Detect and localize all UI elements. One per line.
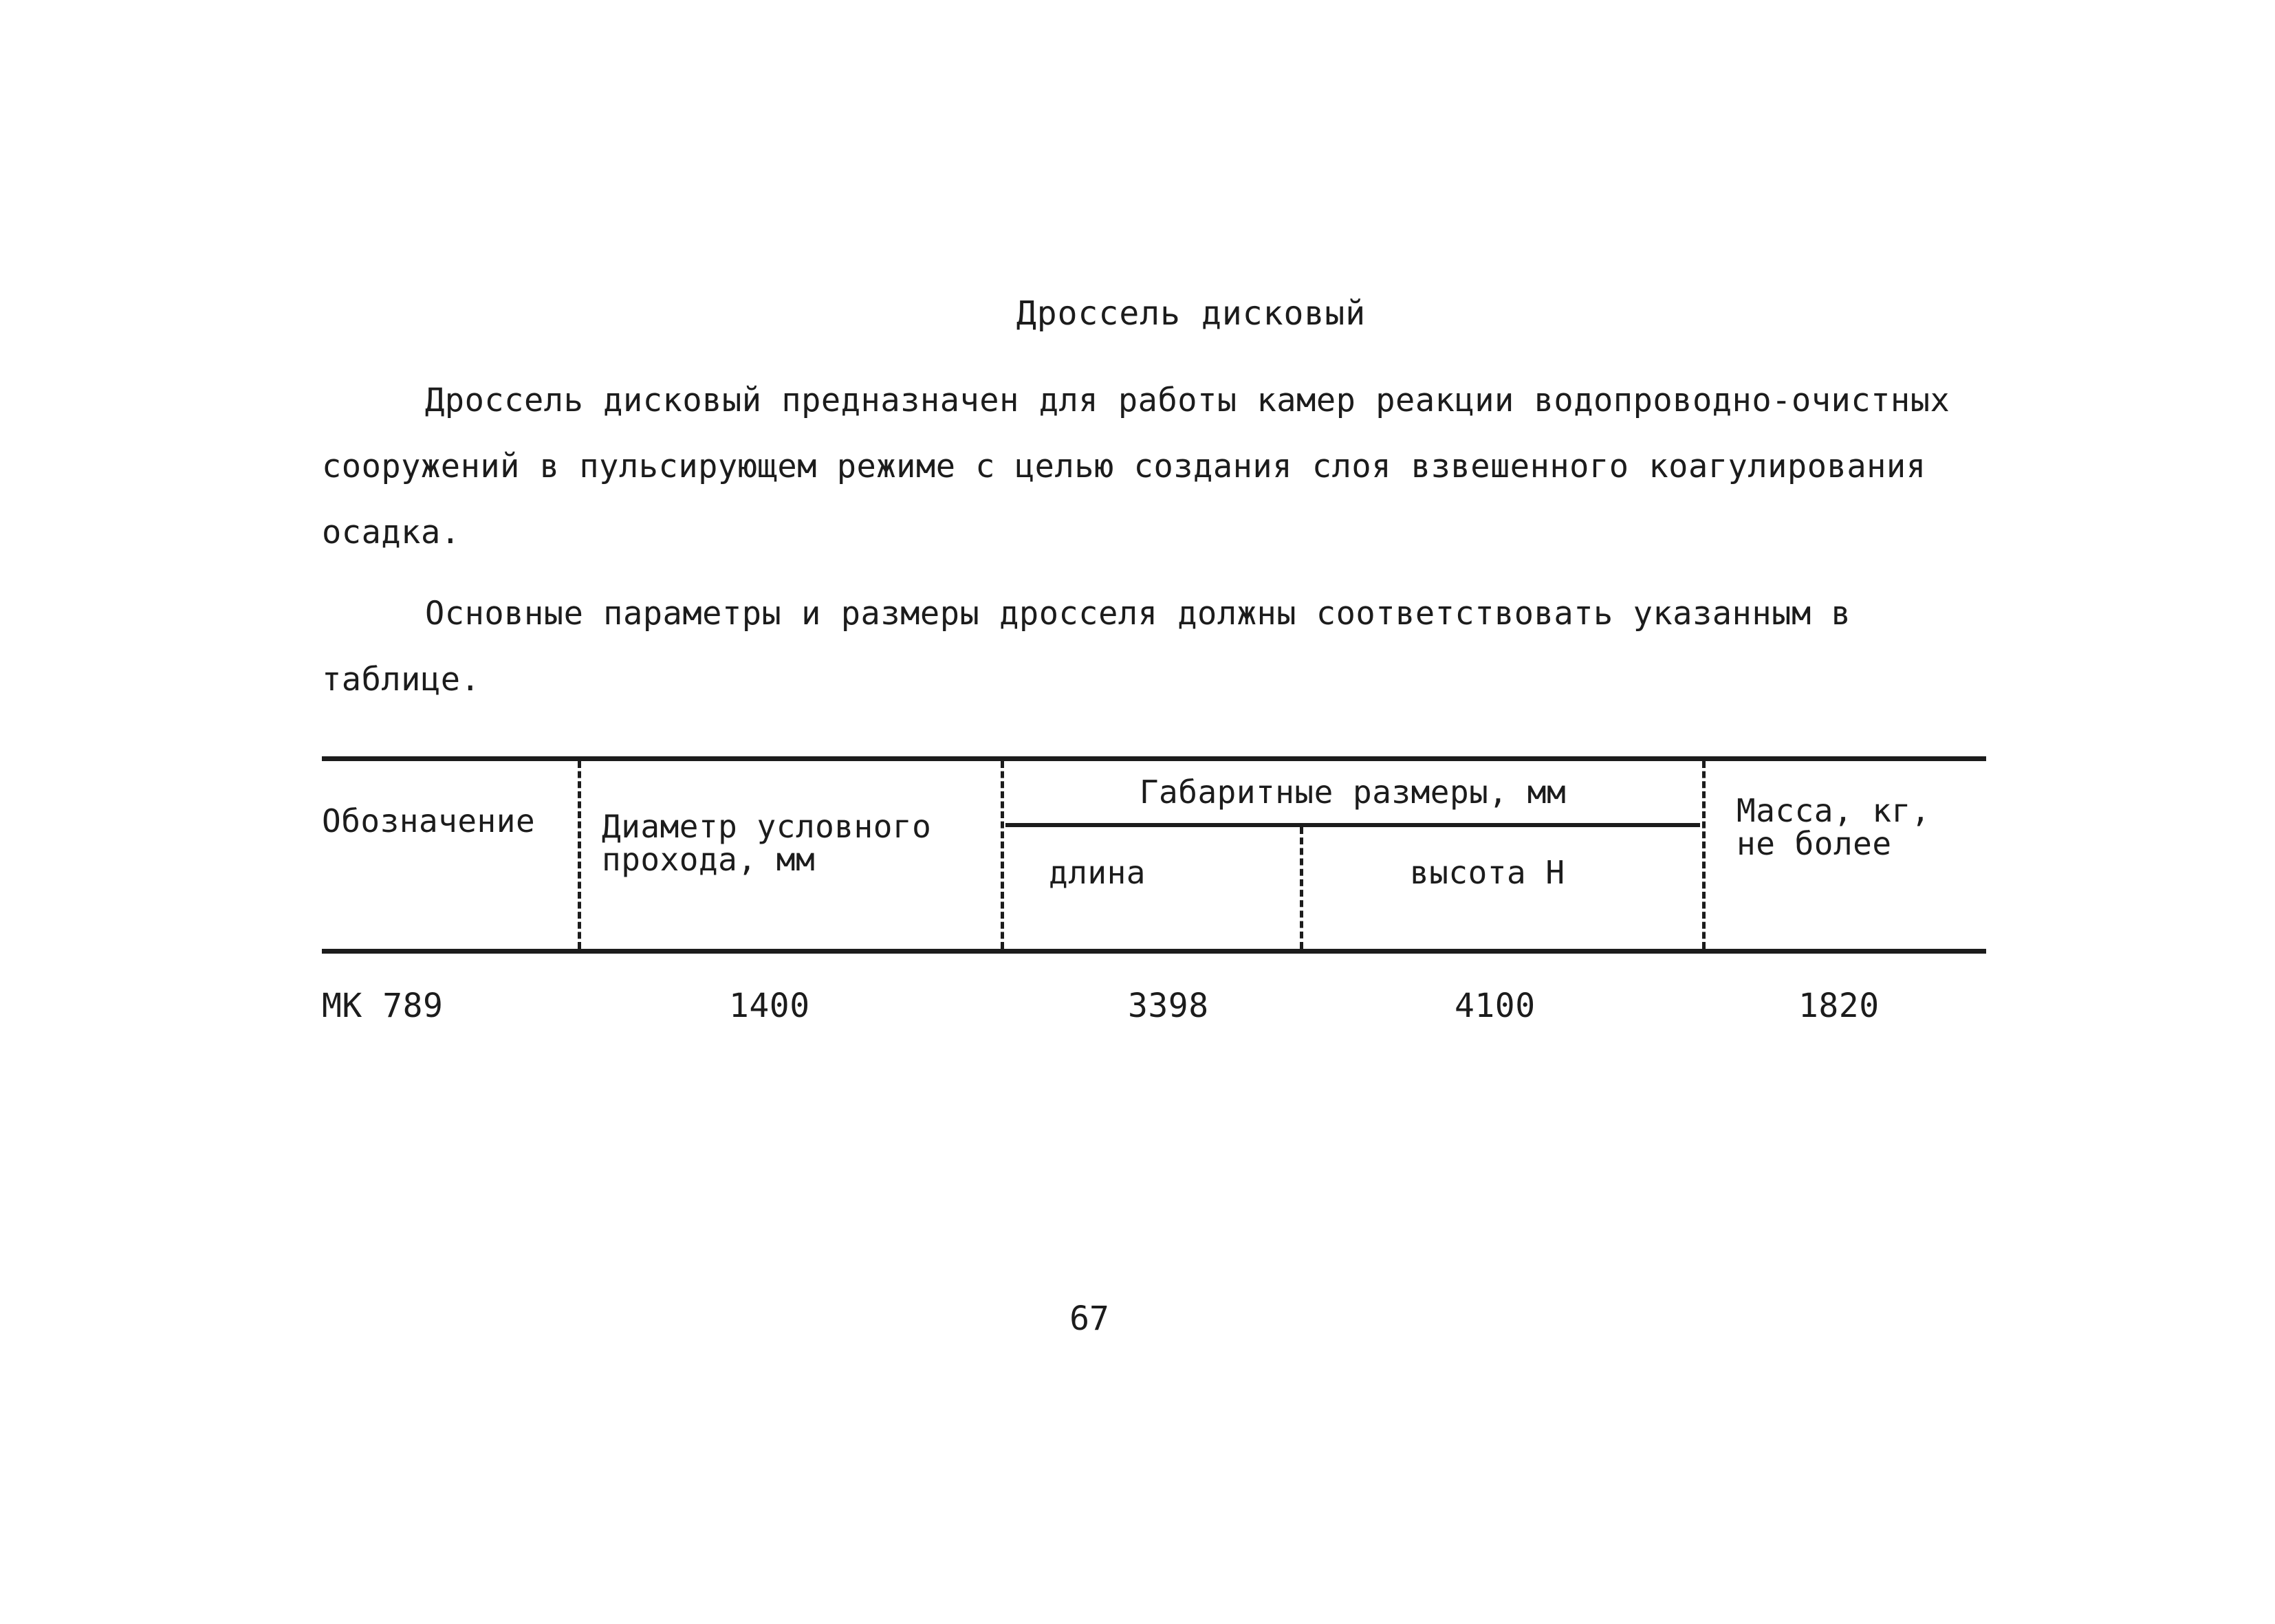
table-top-rule (322, 756, 1986, 761)
paragraph-parameters (322, 581, 1986, 713)
page-number: 67 (1069, 1299, 1109, 1338)
header-length: длина (1049, 854, 1146, 891)
cell-length: 3398 (1128, 987, 1209, 1025)
paragraph-purpose-text: Дроссель дисковый предназначен для работы камер реакции водопроводно-очистных сооружений в пульсирующем режиме с целью создания слоя взвешенного коагулирования осадка. (322, 382, 1950, 551)
cell-designation: МК 789 (322, 987, 444, 1025)
table-column-separator (1300, 827, 1303, 949)
cell-diameter: 1400 (729, 987, 810, 1025)
paragraph-purpose (322, 368, 1986, 566)
header-mass: Масса, кг, не более (1737, 792, 1930, 862)
header-height: высота Н (1410, 854, 1565, 891)
table-header-bottom-rule (322, 949, 1986, 954)
document-title: Дроссель дисковый (1016, 294, 1367, 333)
table-column-separator (1702, 761, 1706, 949)
header-diameter: Диаметр условного прохода, мм (602, 808, 932, 878)
table-column-separator (578, 761, 581, 949)
cell-mass: 1820 (1798, 987, 1880, 1025)
table-dimensions-subrule (1005, 823, 1700, 827)
paragraph-parameters-text: Основные параметры и размеры дросселя должны соответствовать указанным в таблице. (322, 595, 1851, 699)
table-column-separator (1001, 761, 1004, 949)
header-designation: Обозначение (322, 802, 536, 840)
cell-height: 4100 (1455, 987, 1536, 1025)
header-dimensions: Габаритные размеры, мм (1139, 773, 1567, 811)
